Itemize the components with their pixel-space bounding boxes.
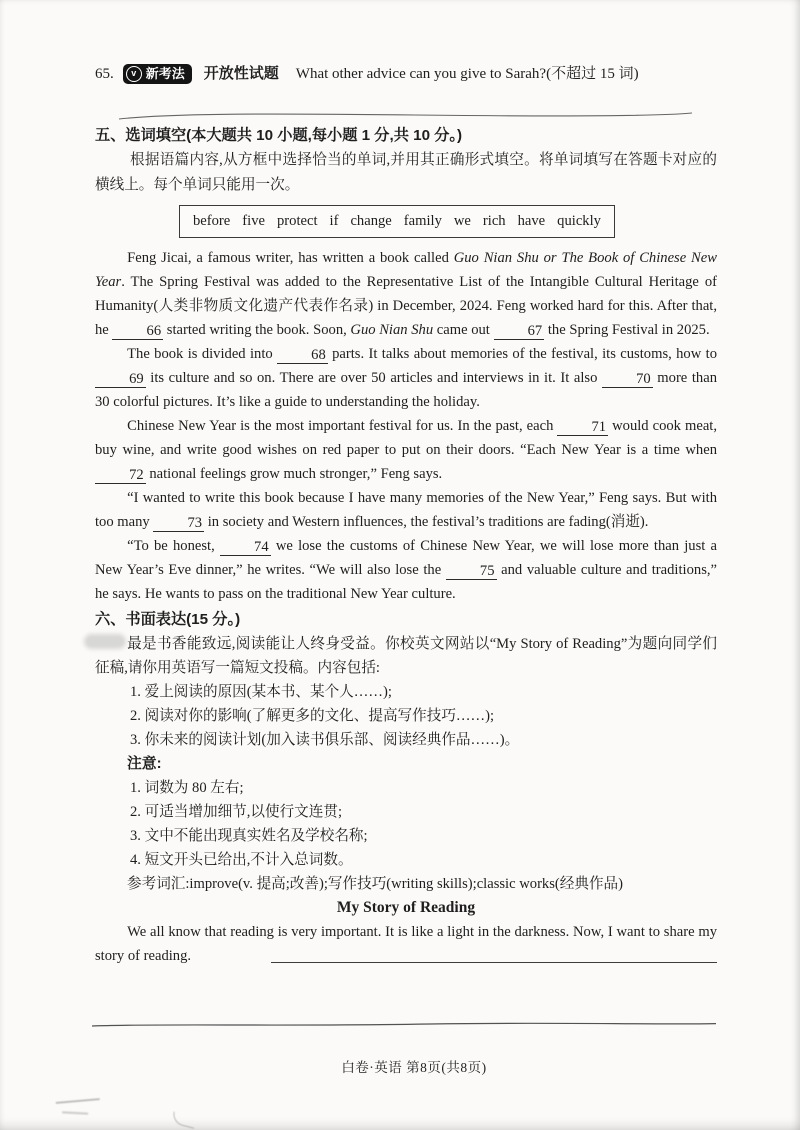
scan-smudge [84, 634, 126, 649]
word-bank-word: have [517, 213, 546, 229]
passage-text: . The Spring Festival was added to the Representative List of the Intangible Cultural Heritage of Humanity(人类非物质文化遗产代表作名录) in December, 2024. Feng worked hard for this. After that, he [95, 274, 717, 338]
passage-text: we lose the customs of Chinese New Year, we will lose more than just a New Year’s Eve dinner,” he writes. “We will also lose the [95, 538, 718, 578]
passage-text: “To be honest, [127, 538, 220, 554]
notice-item: 2. 可适当增加细节,以使行文连贯; [130, 804, 343, 820]
content-point: 2. 阅读对你的影响(了解更多的文化、提高写作技巧……); [130, 708, 495, 724]
section6-intro: 最是书香能致远,阅读能让人终身受益。你校英文网站以“My Story of Reading”为题向同学们征稿,请你用英语写一篇短文投稿。内容包括: [95, 636, 717, 676]
scan-mark [171, 1111, 197, 1128]
passage-text: would cook meat, buy wine, and write good wishes on red paper to put on their doors. “Each New Year is a time when [95, 418, 717, 458]
word-bank-word: if [329, 213, 339, 229]
passage-text: started writing the book. Soon, [163, 322, 351, 338]
notice-label: 注意: [127, 756, 162, 772]
answer-blank-73: 73 [153, 516, 204, 532]
answer-blank-70: 70 [602, 372, 653, 388]
passage-text: The book is divided into [127, 346, 278, 362]
section5-instructions: 根据语篇内容,从方框中选择恰当的单词,并用其正确形式填空。将单词填写在答题卡对应的横线上。每个单词只能用一次。 [95, 152, 717, 193]
answer-blank-66: 66 [112, 324, 163, 340]
passage-paragraph-2 [95, 342, 717, 414]
scan-mark [62, 1111, 88, 1119]
scan-mark [56, 1098, 101, 1110]
passage-text: its culture and so on. There are over 50 articles and interviews in it. It also [145, 370, 602, 386]
notice-item: 1. 词数为 80 左右; [130, 780, 244, 796]
passage-paragraph-3 [95, 414, 717, 486]
passage-text: Feng Jicai, a famous writer, has written a book called [127, 250, 454, 266]
passage-text: in society and Western influences, the festival’s traditions are fading(消逝). [204, 514, 649, 530]
passage-text: and valuable culture and traditions,” he says. He wants to pass on the traditional New Year culture. [95, 562, 717, 602]
content-point: 3. 你未来的阅读计划(加入读书俱乐部、阅读经典作品……)。 [130, 732, 520, 748]
word-bank-word: before [193, 213, 231, 229]
section6-points [95, 680, 717, 752]
answer-blank-67: 67 [494, 324, 545, 340]
notice-item: 4. 短文开头已给出,不计入总词数。 [130, 852, 353, 868]
word-bank-word: five [242, 213, 265, 229]
badge-label: 新考法 [145, 66, 185, 81]
passage-text: national feelings grow much stronger,” Feng says. [145, 466, 443, 482]
essay-opening-text: We all know that reading is very important. It is like a light in the darkness. Now, I want to share my story of reading. [95, 924, 717, 964]
question-65 [95, 62, 717, 86]
content-point: 1. 爱上阅读的原因(某本书、某个人……); [130, 684, 392, 700]
section6-heading: 六、书面表达(15 分。) [95, 611, 241, 628]
answer-blank-68: 68 [277, 348, 328, 364]
essay-opening [95, 920, 717, 968]
passage-paragraph-4 [95, 486, 717, 534]
answer-blank-71: 71 [557, 420, 608, 436]
question-text: What other advice can you give to Sarah?(不超过 15 词) [295, 66, 639, 82]
passage-text: more than 30 colorful pictures. It’s like a guide to understanding the holiday. [95, 370, 717, 410]
notice-item: 3. 文中不能出现真实姓名及学校名称; [130, 828, 368, 844]
passage-text: parts. It talks about memories of the festival, its customs, how to [327, 346, 717, 362]
section6-notes [95, 776, 717, 872]
passage-text: “I wanted to write this book because I have many memories of the New Year,” Feng says. But with too many [95, 490, 717, 530]
italic-text: Guo Nian Shu or The Book of Chinese New Year [95, 250, 717, 290]
word-bank-word: change [350, 213, 392, 229]
passage-text: the Spring Festival in 2025. [544, 322, 710, 338]
word-bank-word: family [403, 213, 442, 229]
page-content [95, 62, 717, 968]
v-sign-icon: v [126, 66, 142, 82]
section-divider-line [95, 110, 717, 122]
page-footer: 白卷·英语 第8页(共8页) [341, 1060, 487, 1075]
word-bank-word: protect [276, 213, 318, 229]
reference-words: 参考词汇:improve(v. 提高;改善);写作技巧(writing skills);classic works(经典作品) [127, 876, 624, 892]
passage-paragraph-5 [95, 534, 717, 606]
new-method-badge [123, 64, 192, 84]
question-type-label: 开放性试题 [203, 65, 279, 82]
essay-answer-line-1 [271, 962, 717, 963]
essay-answer-line-2 [90, 1018, 718, 1032]
answer-blank-74: 74 [220, 540, 271, 556]
passage-text: Chinese New Year is the most important festival for us. In the past, each [127, 418, 558, 434]
essay-title: My Story of Reading [336, 899, 476, 916]
question-number: 65. [95, 66, 114, 82]
passage-text: came out [433, 322, 494, 338]
word-bank-box [179, 205, 615, 238]
section5-heading: 五、选词填空(本大题共 10 小题,每小题 1 分,共 10 分。) [95, 127, 463, 144]
passage-paragraph-1 [95, 246, 717, 342]
italic-text: Guo Nian Shu [350, 322, 434, 338]
word-bank-word: rich [482, 213, 506, 229]
answer-blank-72: 72 [95, 468, 146, 484]
word-bank-word: quickly [557, 213, 601, 229]
answer-blank-69: 69 [95, 372, 146, 388]
answer-blank-75: 75 [446, 564, 497, 580]
word-bank-word: we [453, 213, 471, 229]
